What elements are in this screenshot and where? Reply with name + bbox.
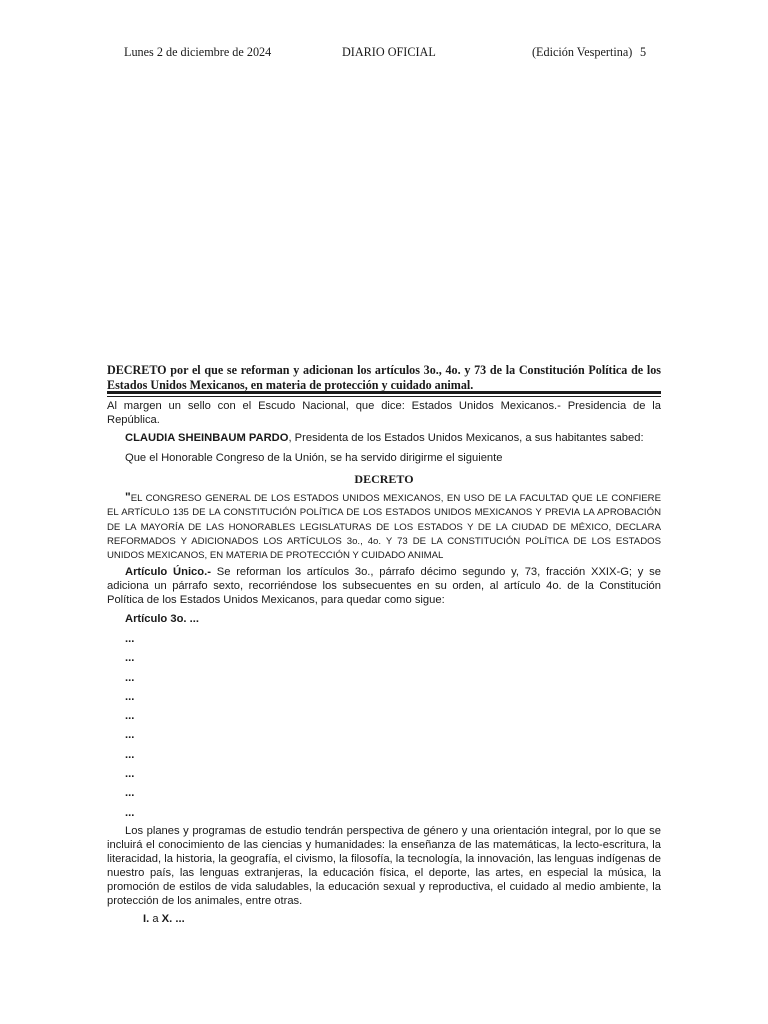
opening-quote: " bbox=[125, 490, 131, 504]
decreto-heading: DECRETO bbox=[354, 472, 414, 486]
ellipsis-item: ... bbox=[125, 652, 135, 665]
fraction-start: I. bbox=[143, 913, 150, 925]
president-text: , Presidenta de los Estados Unidos Mexicanos, a sus habitantes sabed: bbox=[288, 432, 644, 444]
header-publication: DIARIO OFICIAL bbox=[342, 45, 436, 59]
declaration-text: EL CONGRESO GENERAL DE LOS ESTADOS UNIDOS MEXICANOS, EN USO DE LA FACULTAD QUE LE CONFIERE EL ARTÍCULO 135 DE LA CONSTITUCIÓN POLÍTICA DE LOS ESTADOS UNIDOS MEXICANOS Y PREVIA LA APROBACIÓN DE LA MAYORÍA DE LAS HONORABLES LEGISLATURAS DE LOS ESTADOS Y DE LA CIUDAD DE MÉXICO, DECLARA REFORMADOS Y ADICIONADOS LOS ARTÍCULOS 3o., 4o. Y 73 DE LA CONSTITUCIÓN POLÍTICA DE LOS ESTADOS UNIDOS MEXICANOS, EN MATERIA DE PROTECCIÓN Y CUIDADO ANIMAL bbox=[107, 493, 661, 562]
ellipsis-item: ... bbox=[125, 806, 135, 819]
congress-line: Que el Honorable Congreso de la Unión, se ha servido dirigirme el siguiente bbox=[125, 452, 503, 464]
article-unico-text: Se reforman los artículos 3o., párrafo décimo segundo y, 73, fracción XXIX-G; y se adiciona un párrafo sexto, recorriéndose los subsecuentes en su orden, al artículo 4o. de la Constitución Política de los Estados Unidos Mexicanos, para quedar como sigue: bbox=[107, 566, 661, 606]
congress-declaration bbox=[107, 490, 661, 563]
ellipsis-item: ... bbox=[125, 787, 135, 800]
ellipsis-item: ... bbox=[125, 768, 135, 781]
ellipsis-item: ... bbox=[125, 671, 135, 684]
fractions-line bbox=[143, 912, 343, 926]
header-edition: (Edición Vespertina) bbox=[532, 45, 633, 59]
ellipsis-item: ... bbox=[125, 690, 135, 703]
ellipsis-item: ... bbox=[125, 710, 135, 723]
president-name: CLAUDIA SHEINBAUM PARDO bbox=[125, 432, 289, 444]
page-header bbox=[124, 45, 646, 61]
decree-title: DECRETO por el que se reforman y adicionan los artículos 3o., 4o. y 73 de la Constitución Política de los Estados Unidos Mexicanos, en materia de protección y cuidado animal. bbox=[107, 363, 661, 392]
header-date: Lunes 2 de diciembre de 2024 bbox=[124, 45, 272, 59]
article-unico-label: Artículo Único.- bbox=[125, 566, 211, 578]
president-paragraph bbox=[107, 431, 661, 445]
article-unico-paragraph bbox=[107, 565, 661, 607]
plans-paragraph: Los planes y programas de estudio tendrán perspectiva de género y una orientación integral, por lo que se incluirá el conocimiento de las ciencias y humanidades: la enseñanza de las matemáticas, la lecto-escritura, la literacidad, la historia, la geografía, el civismo, la filosofía, la tecnología, la innovación, las lenguas indígenas de nuestro país, las lenguas extranjeras, la educación física, el deporte, las artes, en especial la música, la promoción de estilos de vida saludables, la educación sexual y reproductiva, el cuidado al medio ambiente, la protección de los animales, entre otras. bbox=[107, 825, 661, 907]
ellipsis-item: ... bbox=[125, 748, 135, 761]
fraction-end: X. ... bbox=[161, 913, 185, 925]
title-rule-thin bbox=[107, 396, 661, 397]
title-rule-thick bbox=[107, 391, 661, 394]
ellipsis-item: ... bbox=[125, 729, 135, 742]
ellipsis-item: ... bbox=[125, 633, 135, 645]
fraction-connector: a bbox=[149, 913, 162, 925]
margin-note: Al margen un sello con el Escudo Nacional, que dice: Estados Unidos Mexicanos.- Presidencia de la República. bbox=[107, 400, 661, 426]
omitted-paragraphs-list bbox=[125, 632, 134, 825]
article-3-heading: Artículo 3o. ... bbox=[125, 613, 199, 625]
header-page-number: 5 bbox=[640, 45, 647, 59]
